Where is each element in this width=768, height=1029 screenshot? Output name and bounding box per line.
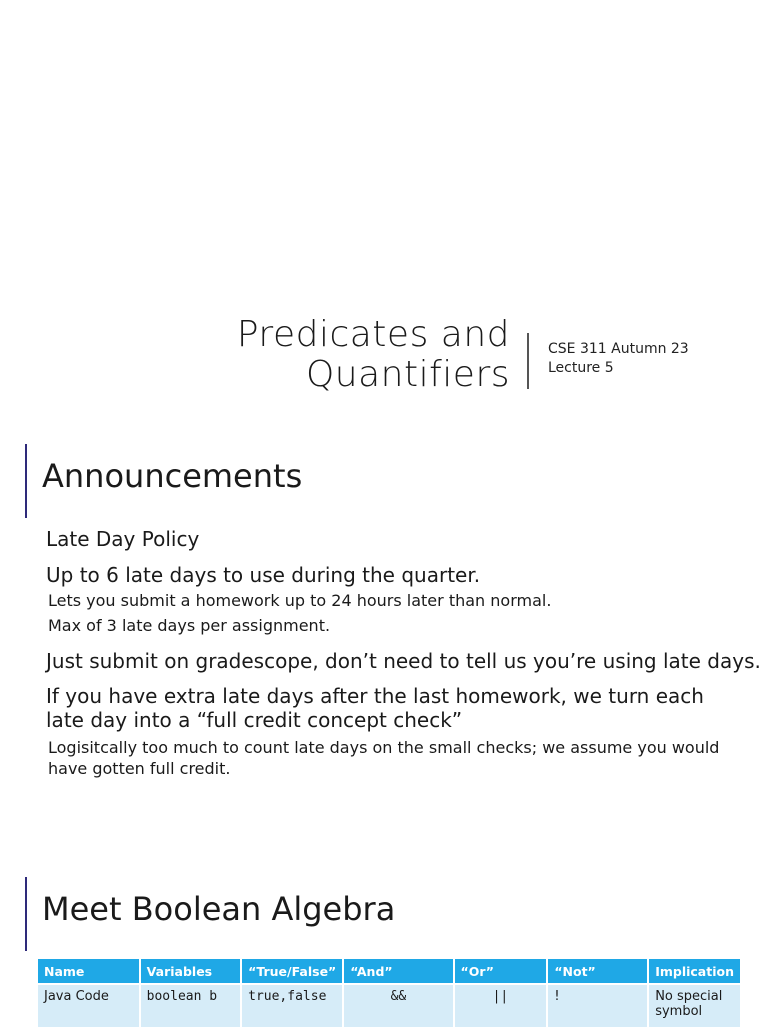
header-name: Name — [38, 959, 139, 983]
slide-title — [237, 315, 510, 395]
bullet-late-days-count: Up to 6 late days to use during the quarter. — [46, 563, 481, 587]
subtitle-block — [548, 340, 689, 378]
accent-bar — [25, 444, 27, 518]
bullet-late-day-policy: Late Day Policy — [46, 527, 200, 551]
title-divider — [527, 333, 529, 389]
cell-implication: No special symbol — [649, 985, 740, 1027]
lecture-label: Lecture 5 — [548, 360, 614, 376]
bullet-gradescope: Just submit on gradescope, don’t need to tell us you’re using late days. — [46, 649, 761, 673]
cell-java-code: Java Code — [38, 985, 139, 1027]
cell-and: && — [344, 985, 452, 1027]
cell-not: ! — [548, 985, 647, 1027]
table-row — [38, 985, 740, 1027]
boolean-algebra-heading: Meet Boolean Algebra — [42, 890, 396, 928]
header-implication: Implication — [649, 959, 740, 983]
sub-bullet-logistics: Logisitcally too much to count late days on the small checks; we assume you would have gotten full credit. — [48, 738, 720, 778]
bullet-extra-late-days: If you have extra late days after the last homework, we turn each late day into a “full credit concept check” — [46, 684, 704, 732]
cell-variables: boolean b — [141, 985, 240, 1027]
title-line-2: Quantifiers — [305, 354, 510, 395]
sub-bullet-max-late: Max of 3 late days per assignment. — [48, 616, 331, 635]
table-header-row — [38, 959, 740, 983]
title-line-1: Predicates and — [236, 314, 510, 355]
header-variables: Variables — [141, 959, 240, 983]
cell-or: || — [455, 985, 547, 1027]
header-and: “And” — [344, 959, 452, 983]
course-label: CSE 311 Autumn 23 — [548, 341, 689, 357]
cell-true-false: true,false — [242, 985, 342, 1027]
title-slide — [0, 0, 768, 420]
announcements-heading: Announcements — [42, 457, 303, 495]
header-not: “Not” — [548, 959, 647, 983]
boolean-algebra-table — [36, 957, 742, 1029]
sub-bullet-submit-later: Lets you submit a homework up to 24 hours later than normal. — [48, 591, 552, 610]
header-true-false: “True/False” — [242, 959, 342, 983]
header-or: “Or” — [455, 959, 547, 983]
accent-bar — [25, 877, 27, 951]
